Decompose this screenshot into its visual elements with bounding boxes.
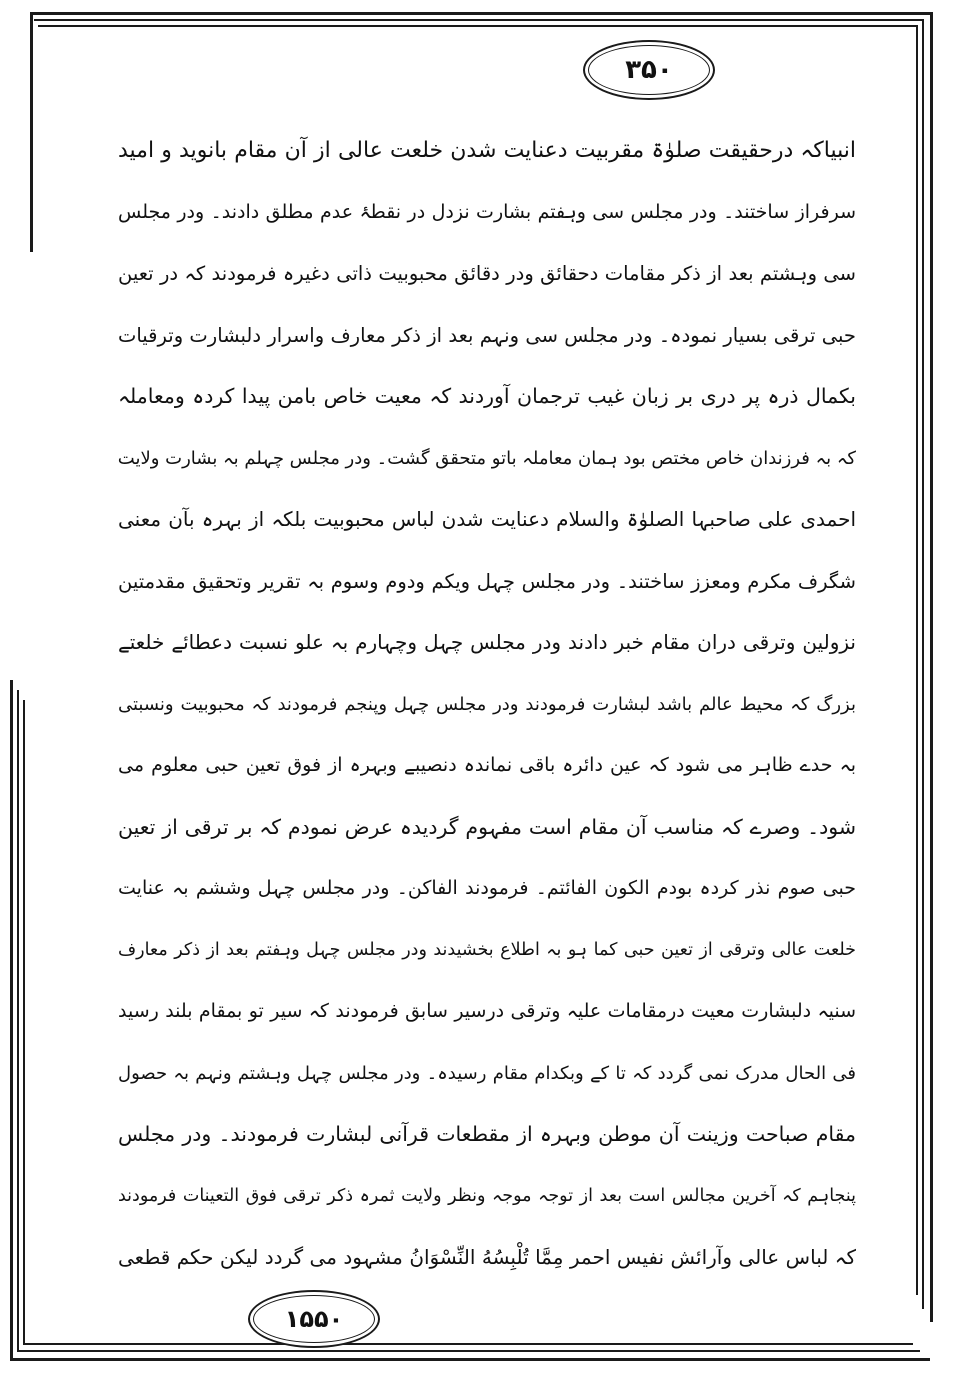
text-line: انبیاکہ درحقیقت صلوٰۃ مقربیت دعنایت شدن خلعت عالی از آن مقام بانوید و امید xyxy=(118,138,856,163)
page-number-top xyxy=(583,40,715,100)
text-line: شود۔ وصرے کہ مناسب آن مقام است مفہوم گردیدہ عرض نمودم کہ بر ترقی از تعین xyxy=(118,814,856,839)
text-line: پنجاہم کہ آخرین مجالس است بعد از توجہ موجہ ونظر ولایت ثمرہ ذکر ترقی فوق التعینات فرمودند xyxy=(118,1185,856,1206)
border-bottom-rule-3 xyxy=(23,1343,913,1345)
page-number-top-text: ۳۵۰ xyxy=(625,55,673,85)
border-top-rule-1 xyxy=(30,12,930,15)
text-line: شگرف مکرم ومعزز ساختند۔ ودر مجلس چہل ویکم ودوم وسوم بہ تقریر وتحقیق مقدمتین xyxy=(118,569,856,593)
border-top-rule-2 xyxy=(34,19,924,21)
text-line: سرفراز ساختند۔ ودر مجلس سی وہفتم بشارت نزدل در نقطۂ عدم مطلق دادند۔ ودر مجلس xyxy=(118,200,856,223)
text-line: بکمال ذرہ پر دری بر زبان غیب ترجمان آوردند کہ معیت خاص بامن پیدا کردہ ومعاملہ xyxy=(118,384,856,408)
border-left-rule-3 xyxy=(23,700,25,1344)
text-line: بہ حدے ظاہر می شود کہ عین دائرہ باقی نماندہ دنصیبے وبہرہ از فوق تعین حبی معلوم می xyxy=(118,754,856,776)
text-line: کہ لباس عالی وآرائش نفیس احمر مِمَّا تُلْبِسُهُ النِّسْوَانُ مشہود می گردد لیکن حکم قطعی xyxy=(118,1245,856,1269)
border-right-rule-3 xyxy=(916,25,918,1295)
text-line: حبی صوم نذر کردہ بودم الکون الفائتم۔ فرمودند الفاکن۔ ودر مجلس چہل وششم بہ عنایت xyxy=(118,877,856,899)
border-right-rule-2 xyxy=(922,19,924,1309)
body-text xyxy=(118,120,856,1289)
text-line: سنیہ دلبشارت معیت درمقامات علیہ وترقی درسیر سابق فرمودند کہ سیر تو بمقام بلند رسید xyxy=(118,1000,856,1022)
text-line: بزرگ کہ محیط عالم باشد لبشارت فرمودند ودر مجلس چہل وپنجم فرمودند کہ محبوبیت ونسبتی xyxy=(118,693,856,715)
text-line: کہ بہ فرزندان خاص مختص بود ہمان معاملہ باتو متحقق گشت۔ ودر مجلس چہلم بہ بشارت ولایت xyxy=(118,447,856,469)
border-left-rule-2 xyxy=(17,690,19,1352)
text-line: خلعت عالی وترقی از تعین حبی کما ہو بہ اطلاع بخشیدند ودر مجلس چہل وہفتم بعد از ذکر معارف xyxy=(118,939,856,960)
text-line: سی وہشتم بعد از ذکر مقامات دحقائق ودر دقائق محبوبیت ذاتی دغیرہ فرمودند کہ در تعین xyxy=(118,262,856,285)
page-number-bottom xyxy=(248,1290,380,1348)
text-line: مقام صباحت وزینت آن موطن وبہرہ از مقطعات قرآنی لبشارت فرمودند۔ ودر مجلس xyxy=(118,1122,856,1146)
border-bottom-rule-2 xyxy=(17,1350,920,1352)
border-right-rule-1 xyxy=(930,12,933,1322)
border-left-upper-rule xyxy=(30,12,33,252)
text-line: نزولین وترقی دران مقام خبر دادند ودر مجلس چہل وچہارم بہ علو نسبت دعطائے خلعتے xyxy=(118,630,856,654)
text-line: فی الحال مدرک نمی گردد کہ تا کے وبکدام مقام رسیدہ۔ ودر مجلس چہل وہشتم ونہم بہ حصول xyxy=(118,1062,856,1084)
border-top-rule-3 xyxy=(38,25,918,27)
page-number-bottom-text: ۱۵۵۰ xyxy=(284,1305,344,1333)
text-line: احمدی علی صاحبہا الصلوٰۃ والسلام دعنایت شدن لباس محبوبیت بلکہ از بہرہ بآن معنی xyxy=(118,507,856,531)
border-left-rule-1 xyxy=(10,680,13,1360)
border-bottom-rule-1 xyxy=(10,1358,930,1361)
text-line: حبی ترقی بسیار نمودہ۔ ودر مجلس سی ونہم بعد از ذکر معارف واسرار دلبشارت وترقیات xyxy=(118,323,856,347)
